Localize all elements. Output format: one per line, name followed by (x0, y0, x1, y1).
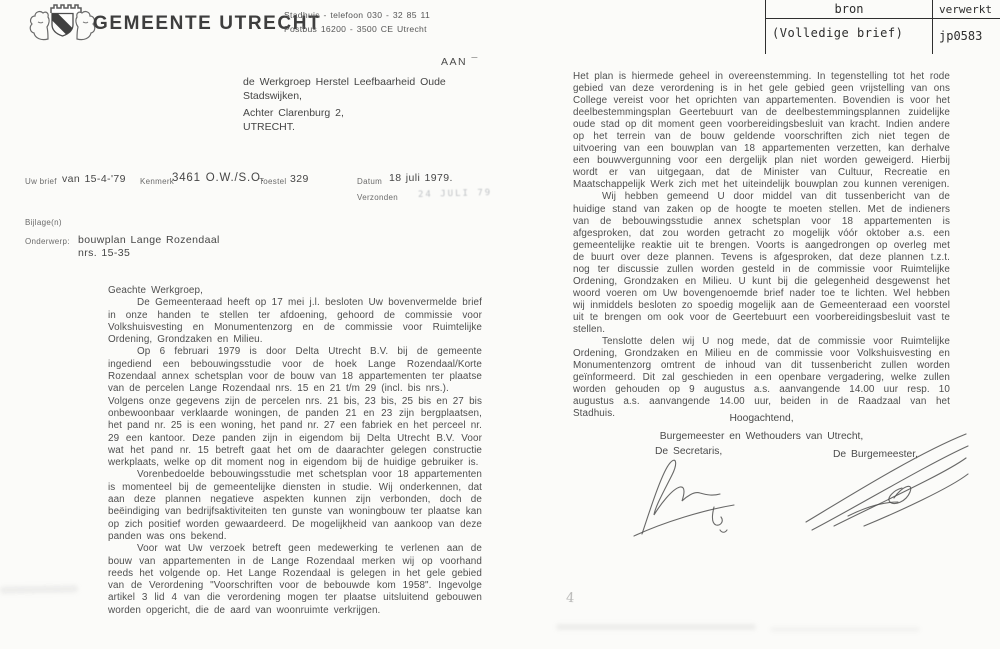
stamp-table-bron-value: (Volledige brief) (765, 19, 933, 54)
letterhead-contact (284, 9, 430, 36)
kenmerk-value: 3461 O.W./S.O. (172, 172, 265, 184)
letter-body-left-column (108, 285, 482, 617)
stamp-table-verwerkt-value: jp0583 (939, 29, 983, 43)
signoff-line: Burgemeester en Wethouders van Utrecht, (659, 431, 864, 442)
uw-brief-label: Uw brief (25, 177, 57, 186)
body-paragraph: De Gemeenteraad heeft op 17 mei j.l. besloten Uw bovenvermelde brief in onze handen te stellen ter afdoening, gehoord de commissie voor Volkshuisvesting en Monumentenzorg en de commissie voor Ruimtelijke Ordening, Grondzaken en Milieu. (108, 297, 482, 346)
toestel-value: 329 (290, 173, 309, 185)
recipient-address-block (243, 76, 446, 134)
toestel-label: Toestel (259, 177, 287, 186)
recipient-line: Achter Clarenburg 2, (243, 107, 344, 119)
utrecht-coat-of-arms-icon (24, 2, 100, 44)
scan-smudge (770, 627, 920, 632)
body-paragraph: Op 6 februari 1979 is door Delta Utrecht B.V. bij de gemeente ingediend een bebouwingsstudie voor de hoek Lange Rozendaal/Korte Rozendaal annex schetsplan voor de bouw van 18 appartementen ter plaatse van de percelen Lange Rozendaal nrs. 15 en 21 t/m 29 (incl. bis nrs.). (108, 346, 482, 395)
onderwerp-value-line2: nrs. 15-35 (78, 247, 131, 259)
verzonden-label: Verzonden (357, 193, 398, 202)
onderwerp-value-line1: bouwplan Lange Rozendaal (78, 234, 220, 246)
body-paragraph: Voor wat Uw verzoek betreft geen medewerking te verlenen aan de bouw van appartementen in de Lange Rozendaal merken wij op voorhand reeds het volgende op. Het Lange Rozendaal is gelegen in het gele gebied van de Verordening "Voorschriften voor de bebouwde kom 1958". Ingevolge artikel 3 lid 4 van die verordening mogen ter plaatse uitsluitend gebouwen worden opgericht, die de aard van woonruimte verkrijgen. (108, 543, 482, 616)
bijlage-label: Bijlage(n) (25, 218, 62, 227)
mayor-signature (798, 426, 970, 536)
body-paragraph: Vorenbedoelde bebouwingsstudie met schetsplan voor 18 appartementen is momenteel bij de gemeentelijke diensten in studie. Wij onderkennen, dat aan deze plannen negatieve aspekten kunnen zijn verbonden, doch de beëindiging van bedrijfsaktiviteiten ten gunste van woningbouw ter plaatse kan op zich positief worden gewaardeerd. De mogelijkheid van aankoop van deze panden was ons bekend. (108, 469, 482, 542)
recipient-line: de Werkgroep Herstel Leefbaarheid Oude (243, 76, 446, 88)
contact-postbus-line: Postbus 16200 - 3500 CE Utrecht (284, 23, 427, 34)
organization-name: GEMEENTE UTRECHT (93, 13, 322, 34)
recipient-line: UTRECHT. (243, 120, 295, 133)
aan-label: AAN ¯ (441, 56, 479, 68)
onderwerp-label: Onderwerp: (25, 237, 70, 246)
contact-phone-line: Stadhuis - telefoon 030 - 32 85 11 (284, 10, 431, 20)
stamp-table-header-bron: bron (765, 0, 933, 19)
kenmerk-label: Kenmerk (140, 177, 175, 186)
secretary-label: De Secretaris, (655, 446, 723, 457)
body-paragraph: Het plan is hiermede geheel in overeenstemming. In tegenstelling tot het rode gebied van deze verordening is in het gele gebied geen vrijstelling van ons College vereist voor het oprichten van appartementen. Bovendien is voor het deelbestemmingsplan Geertebuurt van de deelbestemmingsplannen zuidelijke oude stad op dit moment geen voorbereidingsbesluit van kracht. Indien andere op het terrein van de bouw geldende voorschriften zich niet tegen de uitvoering van een bouwplan van 18 appartementen verzetten, kan derhalve een bouwvergunning voor een dergelijk plan niet worden geweigerd. Hierbij wordt er van uitgegaan, dat de Minister van Cultuur, Recreatie en Maatschappelijk Werk zich met het uiteindelijk bouwplan zou kunnen verenigen. (573, 71, 950, 191)
datum-label: Datum (357, 177, 383, 186)
uw-brief-value: van 15-4-'79 (62, 173, 126, 185)
verzonden-date-stamp: 24 JULI 79 (417, 188, 493, 200)
scan-smudge (0, 585, 78, 593)
archive-stamp-table (765, 0, 1000, 54)
secretary-signature (628, 452, 753, 538)
stamp-table-header-verwerkt: verwerkt (933, 0, 1000, 19)
body-paragraph: Volgens onze gegevens zijn de percelen nrs. 21 bis, 23 bis, 25 bis en 27 bis onbewoonbaar verklaarde woningen, de panden 21 en 23 zijn bergplaatsen, het pand nr. 25 is een woning, het pand nr. 27 een fabriek en het perceel nr. 29 een kantoor. Deze panden zijn in eigendom bij Delta Utrecht B.V. Voor wat het pand nr. 15 betreft gaat het om de daarachter gelegen constructie werkplaats, welke op dit moment nog in eigendom bij de huidige gebruiker is. (108, 395, 482, 469)
letter-body-right-column (573, 71, 950, 420)
body-paragraph: Wij hebben gemeend U door middel van dit tussenbericht van de huidige stand van zaken op de hoogte te moeten stellen. Met de indieners van de bebouwingsstudie annex schetsplan voor 18 appartementen is afgesproken, dat zou worden getracht zo mogelijk vóór oktober a.s. een gemeentelijke reaktie uit te brengen. Voorts is aangedrongen op overleg met de buurt over deze plannen. Tevens is afgesproken, dat deze plannen t.z.t. nog ter discussie zullen worden gesteld in de commissie voor Ruimtelijke Ordening, Grondzaken en Milieu. U kunt bij die gelegenheid desgewenst het woord voeren om Uw bovengenoemde brief nader toe te lichten. Wel hebben wij inmiddels besloten zo spoedig mogelijk aan de Gemeenteraad een voorstel uit te brengen om ook voor de Geertebuurt een voorbereidingsbesluit vast te stellen. (573, 191, 950, 335)
body-paragraph: Tenslotte delen wij U nog mede, dat de commissie voor Ruimtelijke Ordening, Grondzaken en Milieu en de commissie voor Volkshuisvesting en Monumentenzorg omtrent de inhoud van dit tussenbericht zullen worden geïnformeerd. Dit zal geschieden in een openbare vergadering, welke zullen worden gehouden op 9 augustus a.s. aanvangende 14.00 uur resp. 10 augustus a.s. aanvangende 14.00 uur, beiden in de Raadzaal van het Stadhuis. (573, 336, 950, 420)
mayor-label: De Burgemeester, (833, 449, 918, 460)
recipient-line: Stadswijken, (243, 89, 302, 102)
salutation: Geachte Werkgroep, (108, 285, 203, 296)
pencil-mark: 4 (565, 590, 575, 607)
valediction: Hoogachtend, (729, 413, 794, 424)
datum-value: 18 juli 1979. (389, 172, 453, 184)
scan-smudge (556, 624, 756, 630)
